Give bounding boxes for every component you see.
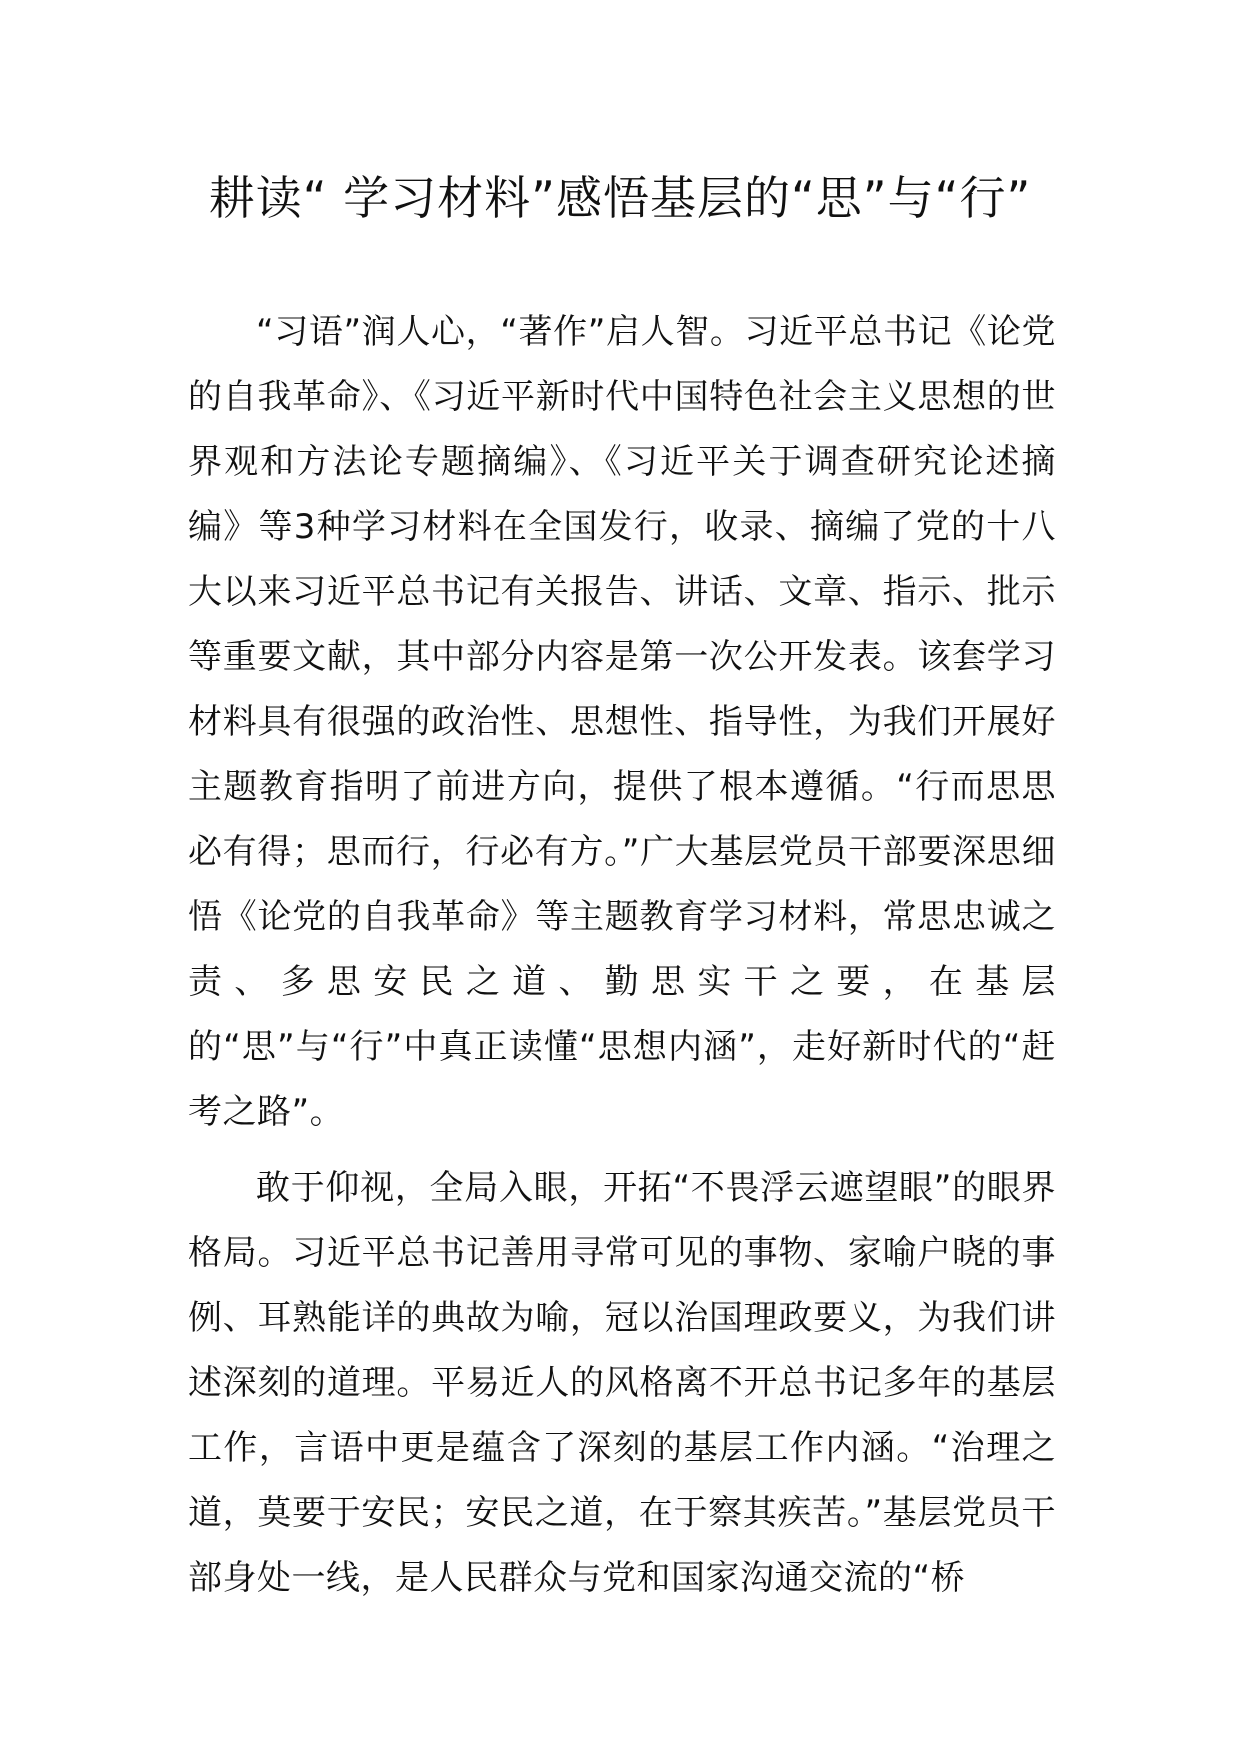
document-body — [188, 300, 1056, 1611]
paragraph-1: “习语”润人心，“著作”启人智。习近平总书记《论党的自我革命》、《习近平新时代中国特色社会主义思想的世界观和方法论专题摘编》、《习近平关于调查研究论述摘编》等3种学习材料在全国发行，收录、摘编了党的十八大以来习近平总书记有关报告、讲话、文章、指示、批示等重要文献，其中部分内容是第一次公开发表。该套学习材料具有很强的政治性、思想性、指导性，为我们开展好主题教育指明了前进方向，提供了根本遵循。“行而思思必有得；思而行，行必有方。”广大基层党员干部要深思细悟《论党的自我革命》等主题教育学习材料，常思忠诚之责、多思安民之道、勤思实干之要，在基层的“思”与“行”中真正读懂“思想内涵”，走好新时代的“赶考之路”。 — [188, 312, 1056, 1132]
paragraph-2: 敢于仰视，全局入眼，开拓“不畏浮云遮望眼”的眼界格局。习近平总书记善用寻常可见的事物、家喻户晓的事例、耳熟能详的典故为喻，冠以治国理政要义，为我们讲述深刻的道理。平易近人的风格离不开总书记多年的基层工作，言语中更是蕴含了深刻的基层工作内涵。“治理之道，莫要于安民；安民之道，在于察其疾苦。”基层党员干部身处一线，是人民群众与党和国家沟通交流的“桥 — [188, 1168, 1056, 1598]
document-title: 耕读“ 学习材料”感悟基层的“思”与“行” — [208, 171, 1032, 225]
